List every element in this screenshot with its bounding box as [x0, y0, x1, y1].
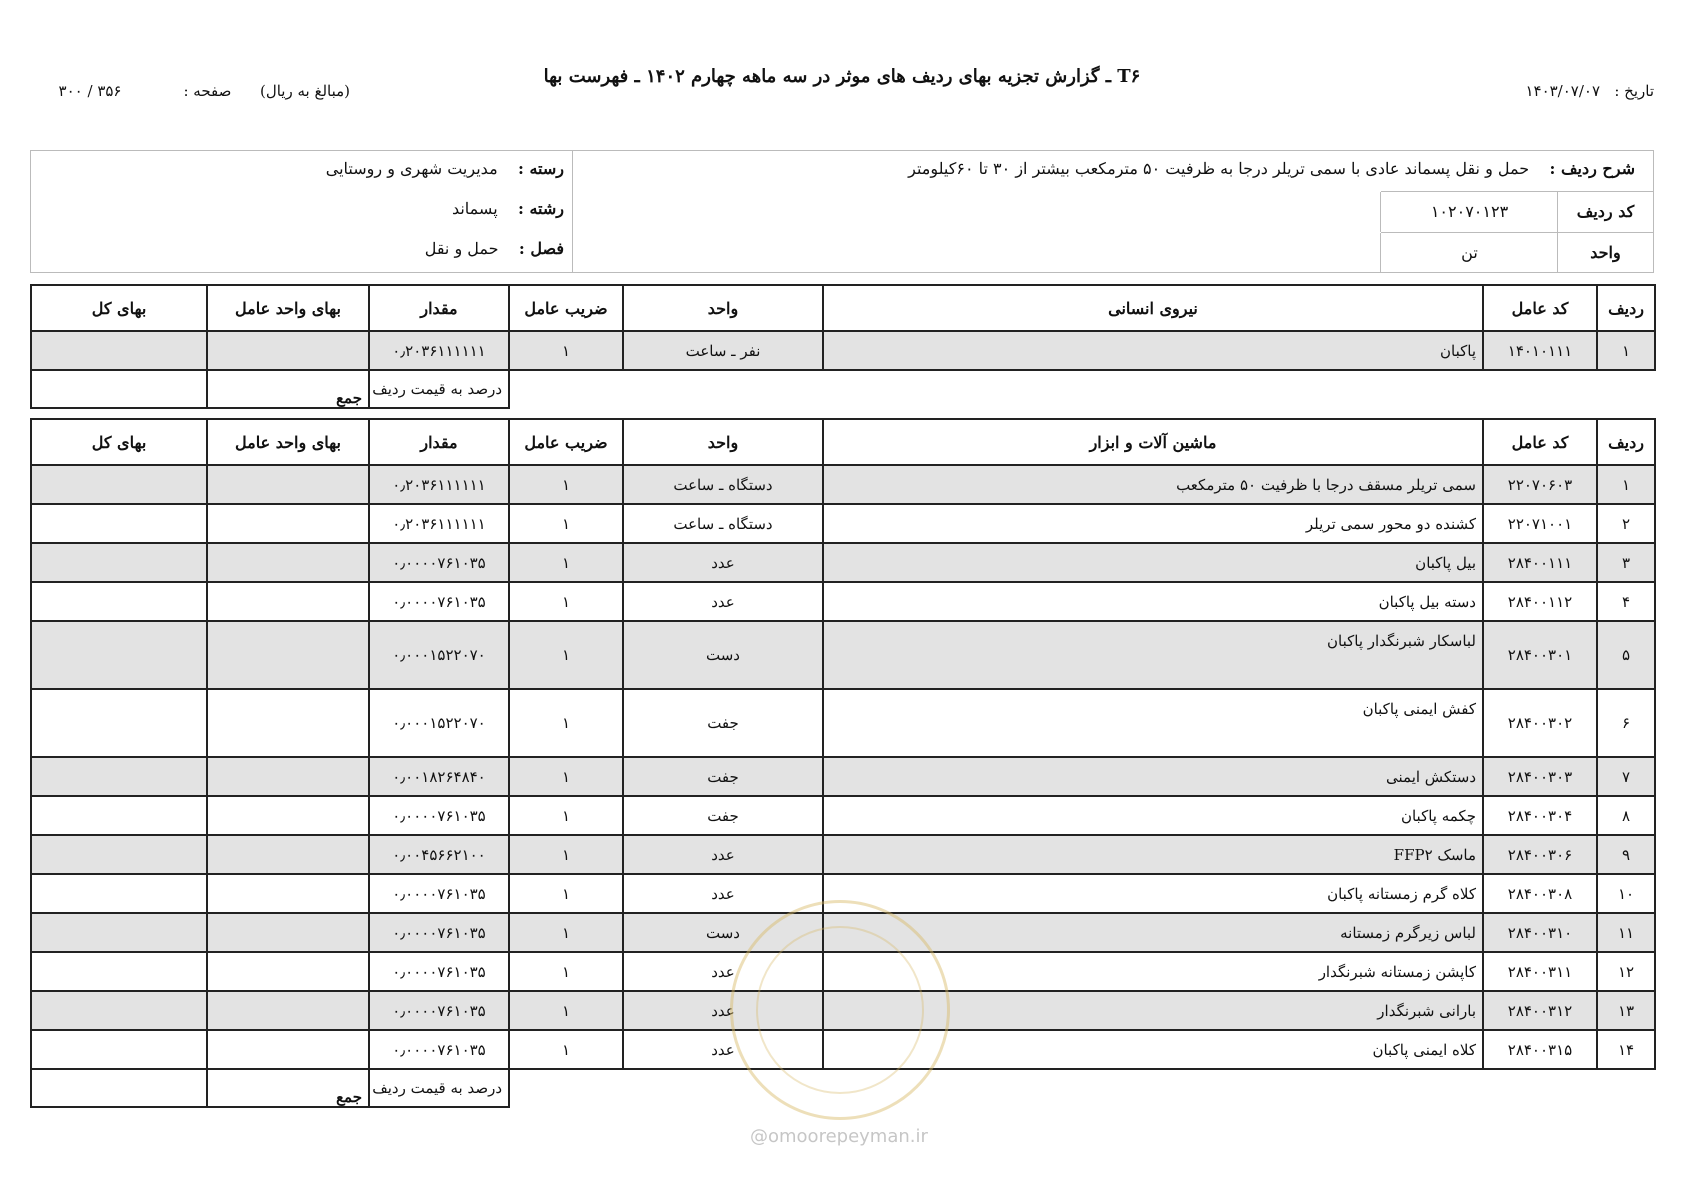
factor-code: ۲۸۴۰۰۱۱۱ — [1483, 543, 1597, 582]
row-number: ۴ — [1597, 582, 1655, 621]
factor-name: کاپشن زمستانه شبرنگدار — [823, 952, 1483, 991]
page-label: صفحه : — [183, 82, 232, 100]
row-number: ۲ — [1597, 504, 1655, 543]
factor-total-price — [31, 796, 207, 835]
table-row — [31, 504, 1655, 543]
factor-code: ۲۲۰۷۰۶۰۳ — [1483, 465, 1597, 504]
factor-name: کشنده دو محور سمی تریلر — [823, 504, 1483, 543]
row-number: ۹ — [1597, 835, 1655, 874]
field-label: رشته : — [517, 199, 564, 218]
col-code: کد عامل — [1483, 419, 1597, 465]
factor-coefficient: ۱ — [509, 757, 623, 796]
description-value: حمل و نقل پسماند عادی با سمی تریلر درجا به ظرفیت ۵۰ مترمکعب بیشتر از ۳۰ تا ۶۰کیلومتر — [908, 159, 1530, 178]
factor-quantity: ۰٫۰۰۰۰۷۶۱۰۳۵ — [369, 991, 509, 1030]
factor-total-price — [31, 582, 207, 621]
table-row — [31, 835, 1655, 874]
page-number: ۳۵۶ / ۳۰۰ — [58, 82, 122, 100]
row-number: ۱۰ — [1597, 874, 1655, 913]
factor-unit: جفت — [623, 796, 823, 835]
factor-total-price — [31, 504, 207, 543]
factor-total-price — [31, 835, 207, 874]
factor-total-price — [31, 689, 207, 757]
factor-quantity: ۰٫۰۰۰۱۵۲۲۰۷۰ — [369, 621, 509, 689]
item-code-row — [1381, 191, 1654, 232]
factor-unit: دست — [623, 913, 823, 952]
item-unit-row — [1381, 232, 1654, 274]
factor-unit-price — [207, 913, 369, 952]
factor-name: دسته بیل پاکبان — [823, 582, 1483, 621]
factor-total-price — [31, 621, 207, 689]
factor-unit: جفت — [623, 689, 823, 757]
table-row — [31, 796, 1655, 835]
factor-coefficient: ۱ — [509, 689, 623, 757]
factor-total-price — [31, 874, 207, 913]
table-row — [31, 874, 1655, 913]
machinery-table — [30, 418, 1656, 1108]
factor-name: دستکش ایمنی — [823, 757, 1483, 796]
factor-coefficient: ۱ — [509, 582, 623, 621]
factor-quantity: ۰٫۰۰۰۰۷۶۱۰۳۵ — [369, 1030, 509, 1069]
factor-quantity: ۰٫۲۰۳۶۱۱۱۱۱۱ — [369, 465, 509, 504]
table-row — [31, 991, 1655, 1030]
labor-sum-label: جمع — [207, 370, 369, 408]
col-unit: واحد — [623, 419, 823, 465]
machinery-rows — [31, 465, 1655, 1069]
labor-percent-label: درصد به قیمت ردیف — [369, 370, 509, 408]
factor-unit: عدد — [623, 835, 823, 874]
factor-unit: دستگاه ـ ساعت — [623, 504, 823, 543]
factor-name: کلاه گرم زمستانه پاکبان — [823, 874, 1483, 913]
factor-total-price — [31, 331, 207, 370]
factor-coefficient: ۱ — [509, 543, 623, 582]
factor-unit-price — [207, 874, 369, 913]
row-number: ۸ — [1597, 796, 1655, 835]
table-row — [31, 582, 1655, 621]
factor-unit: عدد — [623, 952, 823, 991]
col-code: کد عامل — [1483, 285, 1597, 331]
factor-name: سمی تریلر مسقف درجا با ظرفیت ۵۰ مترمکعب — [823, 465, 1483, 504]
factor-quantity: ۰٫۰۰۰۰۷۶۱۰۳۵ — [369, 874, 509, 913]
factor-quantity: ۰٫۰۰۱۸۲۶۴۸۴۰ — [369, 757, 509, 796]
factor-code: ۲۸۴۰۰۳۰۲ — [1483, 689, 1597, 757]
factor-unit: عدد — [623, 543, 823, 582]
currency-note: (مبالغ به ریال) — [259, 82, 350, 100]
factor-unit: دستگاه ـ ساعت — [623, 465, 823, 504]
chapter-label: فصل : — [518, 239, 564, 258]
factor-name: ماسک FFP۲ — [823, 835, 1483, 874]
item-code-value: ۱۰۲۰۷۰۱۲۳ — [1380, 192, 1558, 232]
factor-quantity: ۰٫۲۰۳۶۱۱۱۱۱۱ — [369, 331, 509, 370]
factor-unit-price — [207, 331, 369, 370]
table-row — [31, 331, 1655, 370]
factor-coefficient: ۱ — [509, 991, 623, 1030]
table-row — [31, 757, 1655, 796]
factor-total-price — [31, 913, 207, 952]
table-row — [31, 913, 1655, 952]
factor-quantity: ۰٫۰۰۰۰۷۶۱۰۳۵ — [369, 796, 509, 835]
factor-coefficient: ۱ — [509, 621, 623, 689]
item-code-label: کد ردیف — [1557, 192, 1654, 232]
factor-unit-price — [207, 621, 369, 689]
table-row — [31, 1030, 1655, 1069]
machinery-sum-value — [31, 1069, 207, 1107]
row-number: ۱۱ — [1597, 913, 1655, 952]
factor-coefficient: ۱ — [509, 952, 623, 991]
factor-code: ۲۸۴۰۰۳۰۴ — [1483, 796, 1597, 835]
factor-name: بیل پاکبان — [823, 543, 1483, 582]
date-label: تاریخ : — [1614, 82, 1654, 100]
machinery-sum-row — [31, 1069, 1655, 1107]
factor-coefficient: ۱ — [509, 874, 623, 913]
report-title: T۶ ـ گزارش تجزیه بهای ردیف های موثر در سه ماهه چهارم ۱۴۰۲ ـ فهرست بها — [543, 66, 1141, 87]
factor-code: ۲۸۴۰۰۳۰۶ — [1483, 835, 1597, 874]
factor-quantity: ۰٫۰۰۰۰۷۶۱۰۳۵ — [369, 952, 509, 991]
chapter-row — [39, 239, 564, 258]
factor-unit: عدد — [623, 991, 823, 1030]
factor-coefficient: ۱ — [509, 504, 623, 543]
col-total: بهای کل — [31, 285, 207, 331]
factor-quantity: ۰٫۰۰۰۱۵۲۲۰۷۰ — [369, 689, 509, 757]
factor-unit: دست — [623, 621, 823, 689]
factor-unit: عدد — [623, 874, 823, 913]
row-number: ۱ — [1597, 465, 1655, 504]
factor-unit-price — [207, 582, 369, 621]
factor-code: ۲۸۴۰۰۱۱۲ — [1483, 582, 1597, 621]
factor-code: ۲۸۴۰۰۳۰۱ — [1483, 621, 1597, 689]
factor-unit-price — [207, 952, 369, 991]
factor-coefficient: ۱ — [509, 331, 623, 370]
field-value: پسماند — [451, 199, 498, 218]
col-qty: مقدار — [369, 285, 509, 331]
watermark-text: @omoorepeyman.ir — [750, 1126, 928, 1147]
factor-total-price — [31, 465, 207, 504]
col-name: ماشین آلات و ابزار — [823, 419, 1483, 465]
row-number: ۱۲ — [1597, 952, 1655, 991]
machinery-sum-label: جمع — [207, 1069, 369, 1107]
table-row — [31, 689, 1655, 757]
factor-code: ۱۴۰۱۰۱۱۱ — [1483, 331, 1597, 370]
factor-unit: عدد — [623, 1030, 823, 1069]
info-divider — [572, 151, 573, 272]
factor-code: ۲۸۴۰۰۳۱۰ — [1483, 913, 1597, 952]
factor-name: بارانی شبرنگدار — [823, 991, 1483, 1030]
description-label: شرح ردیف : — [1549, 159, 1635, 178]
col-coef: ضریب عامل — [509, 419, 623, 465]
table-row — [31, 465, 1655, 504]
factor-name: کلاه ایمنی پاکبان — [823, 1030, 1483, 1069]
labor-rows — [31, 331, 1655, 370]
factor-unit-price — [207, 543, 369, 582]
factor-name: چکمه پاکبان — [823, 796, 1483, 835]
table-row — [31, 952, 1655, 991]
factor-code: ۲۸۴۰۰۳۱۱ — [1483, 952, 1597, 991]
factor-unit-price — [207, 796, 369, 835]
col-row: ردیف — [1597, 285, 1655, 331]
chapter-value: حمل و نقل — [424, 239, 499, 258]
factor-coefficient: ۱ — [509, 465, 623, 504]
factor-total-price — [31, 952, 207, 991]
factor-unit: جفت — [623, 757, 823, 796]
col-name: نیروی انسانی — [823, 285, 1483, 331]
factor-quantity: ۰٫۲۰۳۶۱۱۱۱۱۱ — [369, 504, 509, 543]
factor-total-price — [31, 991, 207, 1030]
factor-name: پاکبان — [823, 331, 1483, 370]
factor-unit: نفر ـ ساعت — [623, 331, 823, 370]
item-unit-value: تن — [1380, 233, 1558, 273]
factor-total-price — [31, 757, 207, 796]
row-number: ۷ — [1597, 757, 1655, 796]
factor-unit-price — [207, 1030, 369, 1069]
factor-code: ۲۸۴۰۰۳۰۸ — [1483, 874, 1597, 913]
col-row: ردیف — [1597, 419, 1655, 465]
factor-unit-price — [207, 504, 369, 543]
factor-total-price — [31, 1030, 207, 1069]
row-number: ۵ — [1597, 621, 1655, 689]
category-value: مدیریت شهری و روستایی — [325, 159, 498, 178]
factor-coefficient: ۱ — [509, 796, 623, 835]
factor-name: کفش ایمنی پاکبان — [823, 689, 1483, 757]
field-row — [39, 199, 564, 218]
item-description — [575, 159, 1635, 178]
factor-quantity: ۰٫۰۰۰۰۷۶۱۰۳۵ — [369, 543, 509, 582]
table-row — [31, 621, 1655, 689]
labor-sum-value — [31, 370, 207, 408]
factor-code: ۲۸۴۰۰۳۰۳ — [1483, 757, 1597, 796]
factor-code: ۲۸۴۰۰۳۱۲ — [1483, 991, 1597, 1030]
row-number: ۱ — [1597, 331, 1655, 370]
factor-code: ۲۲۰۷۱۰۰۱ — [1483, 504, 1597, 543]
factor-unit-price — [207, 689, 369, 757]
labor-header-row — [31, 285, 1655, 331]
item-unit-label: واحد — [1557, 233, 1654, 273]
col-unit: واحد — [623, 285, 823, 331]
factor-quantity: ۰٫۰۰۴۵۶۶۲۱۰۰ — [369, 835, 509, 874]
factor-unit: عدد — [623, 582, 823, 621]
table-row — [31, 543, 1655, 582]
factor-code: ۲۸۴۰۰۳۱۵ — [1483, 1030, 1597, 1069]
col-qty: مقدار — [369, 419, 509, 465]
factor-unit-price — [207, 757, 369, 796]
factor-name: لباسکار شبرنگدار پاکبان — [823, 621, 1483, 689]
factor-coefficient: ۱ — [509, 1030, 623, 1069]
machinery-header-row — [31, 419, 1655, 465]
col-coef: ضریب عامل — [509, 285, 623, 331]
factor-unit-price — [207, 991, 369, 1030]
row-number: ۶ — [1597, 689, 1655, 757]
col-unit-price: بهای واحد عامل — [207, 285, 369, 331]
factor-coefficient: ۱ — [509, 913, 623, 952]
factor-total-price — [31, 543, 207, 582]
factor-unit-price — [207, 835, 369, 874]
date-value: ۱۴۰۳/۰۷/۰۷ — [1525, 82, 1601, 100]
col-unit-price: بهای واحد عامل — [207, 419, 369, 465]
labor-table — [30, 284, 1656, 409]
factor-quantity: ۰٫۰۰۰۰۷۶۱۰۳۵ — [369, 913, 509, 952]
labor-sum-row — [31, 370, 1655, 408]
row-number: ۱۳ — [1597, 991, 1655, 1030]
page-info — [30, 82, 350, 100]
row-number: ۱۴ — [1597, 1030, 1655, 1069]
factor-unit-price — [207, 465, 369, 504]
machinery-percent-label: درصد به قیمت ردیف — [369, 1069, 509, 1107]
factor-coefficient: ۱ — [509, 835, 623, 874]
col-total: بهای کل — [31, 419, 207, 465]
row-number: ۳ — [1597, 543, 1655, 582]
category-label: رسته : — [517, 159, 564, 178]
category-row — [39, 159, 564, 178]
factor-name: لباس زیرگرم زمستانه — [823, 913, 1483, 952]
factor-quantity: ۰٫۰۰۰۰۷۶۱۰۳۵ — [369, 582, 509, 621]
item-info-box — [30, 150, 1654, 273]
